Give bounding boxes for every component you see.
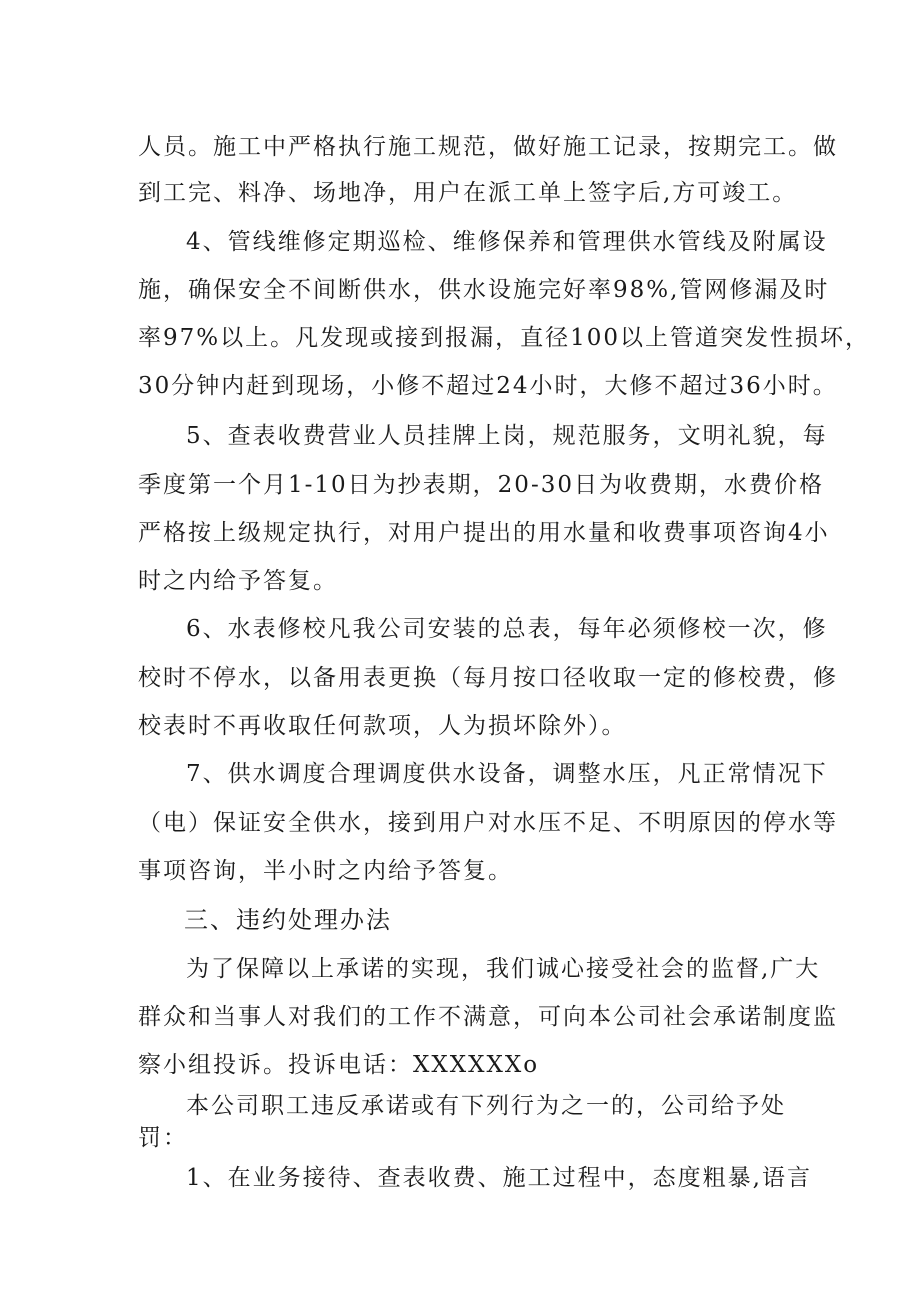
text-line: 30分钟内赶到现场，小修不超过24小时，大修不超过36小时。 xyxy=(138,373,838,399)
text-line: 到工完、料净、场地净，用户在派工单上签字后,方可竣工。 xyxy=(138,180,798,206)
text-line: 严格按上级规定执行，对用户提出的用水量和收费事项咨询4小 xyxy=(138,520,830,546)
text-line: 群众和当事人对我们的工作不满意，可向本公司社会承诺制度监 xyxy=(138,1004,838,1030)
text-line: 人员。施工中严格执行施工规范，做好施工记录，按期完工。做 xyxy=(138,134,838,160)
paragraph-start-line: 6、水表修校凡我公司安装的总表，每年必须修校一次，修 xyxy=(186,616,828,642)
text-line: 施，确保安全不间断供水，供水设施完好率98%,管网修漏及时 xyxy=(138,277,830,303)
text-line: 罚： xyxy=(138,1125,188,1151)
paragraph-start-line: 7、供水调度合理调度供水设备，调整水压，凡正常情况下 xyxy=(186,761,828,787)
paragraph-start-line: 1、在业务接待、查表收费、施工过程中，态度粗暴,语言 xyxy=(186,1165,812,1191)
text-line: （电）保证安全供水，接到用户对水压不足、不明原因的停水等 xyxy=(138,810,838,836)
text-line: 察小组投诉。投诉电话：XXXXXXo xyxy=(138,1052,540,1078)
paragraph-start-line: 本公司职工违反承诺或有下列行为之一的，公司给予处 xyxy=(186,1093,786,1119)
paragraph-start-line: 4、管线维修定期巡检、维修保养和管理供水管线及附属设 xyxy=(186,229,828,255)
text-line: 率97%以上。凡发现或接到报漏，直径100以上管道突发性损坏， xyxy=(138,325,871,351)
paragraph-start-line: 为了保障以上承诺的实现，我们诚心接受社会的监督,广大 xyxy=(186,956,821,982)
paragraph-start-line: 5、查表收费营业人员挂牌上岗，规范服务，文明礼貌，每 xyxy=(186,423,828,449)
text-line: 事项咨询，半小时之内给予答复。 xyxy=(138,858,513,884)
text-line: 校时不停水，以备用表更换（每月按口径收取一定的修校费，修 xyxy=(138,665,838,691)
text-line: 季度第一个月1-10日为抄表期，20-30日为收费期，水费价格 xyxy=(138,472,824,498)
section-heading: 三、违约处理办法 xyxy=(184,906,392,934)
text-line: 校表时不再收取任何款项，人为损坏除外）。 xyxy=(138,713,627,739)
text-line: 时之内给予答复。 xyxy=(138,568,338,594)
